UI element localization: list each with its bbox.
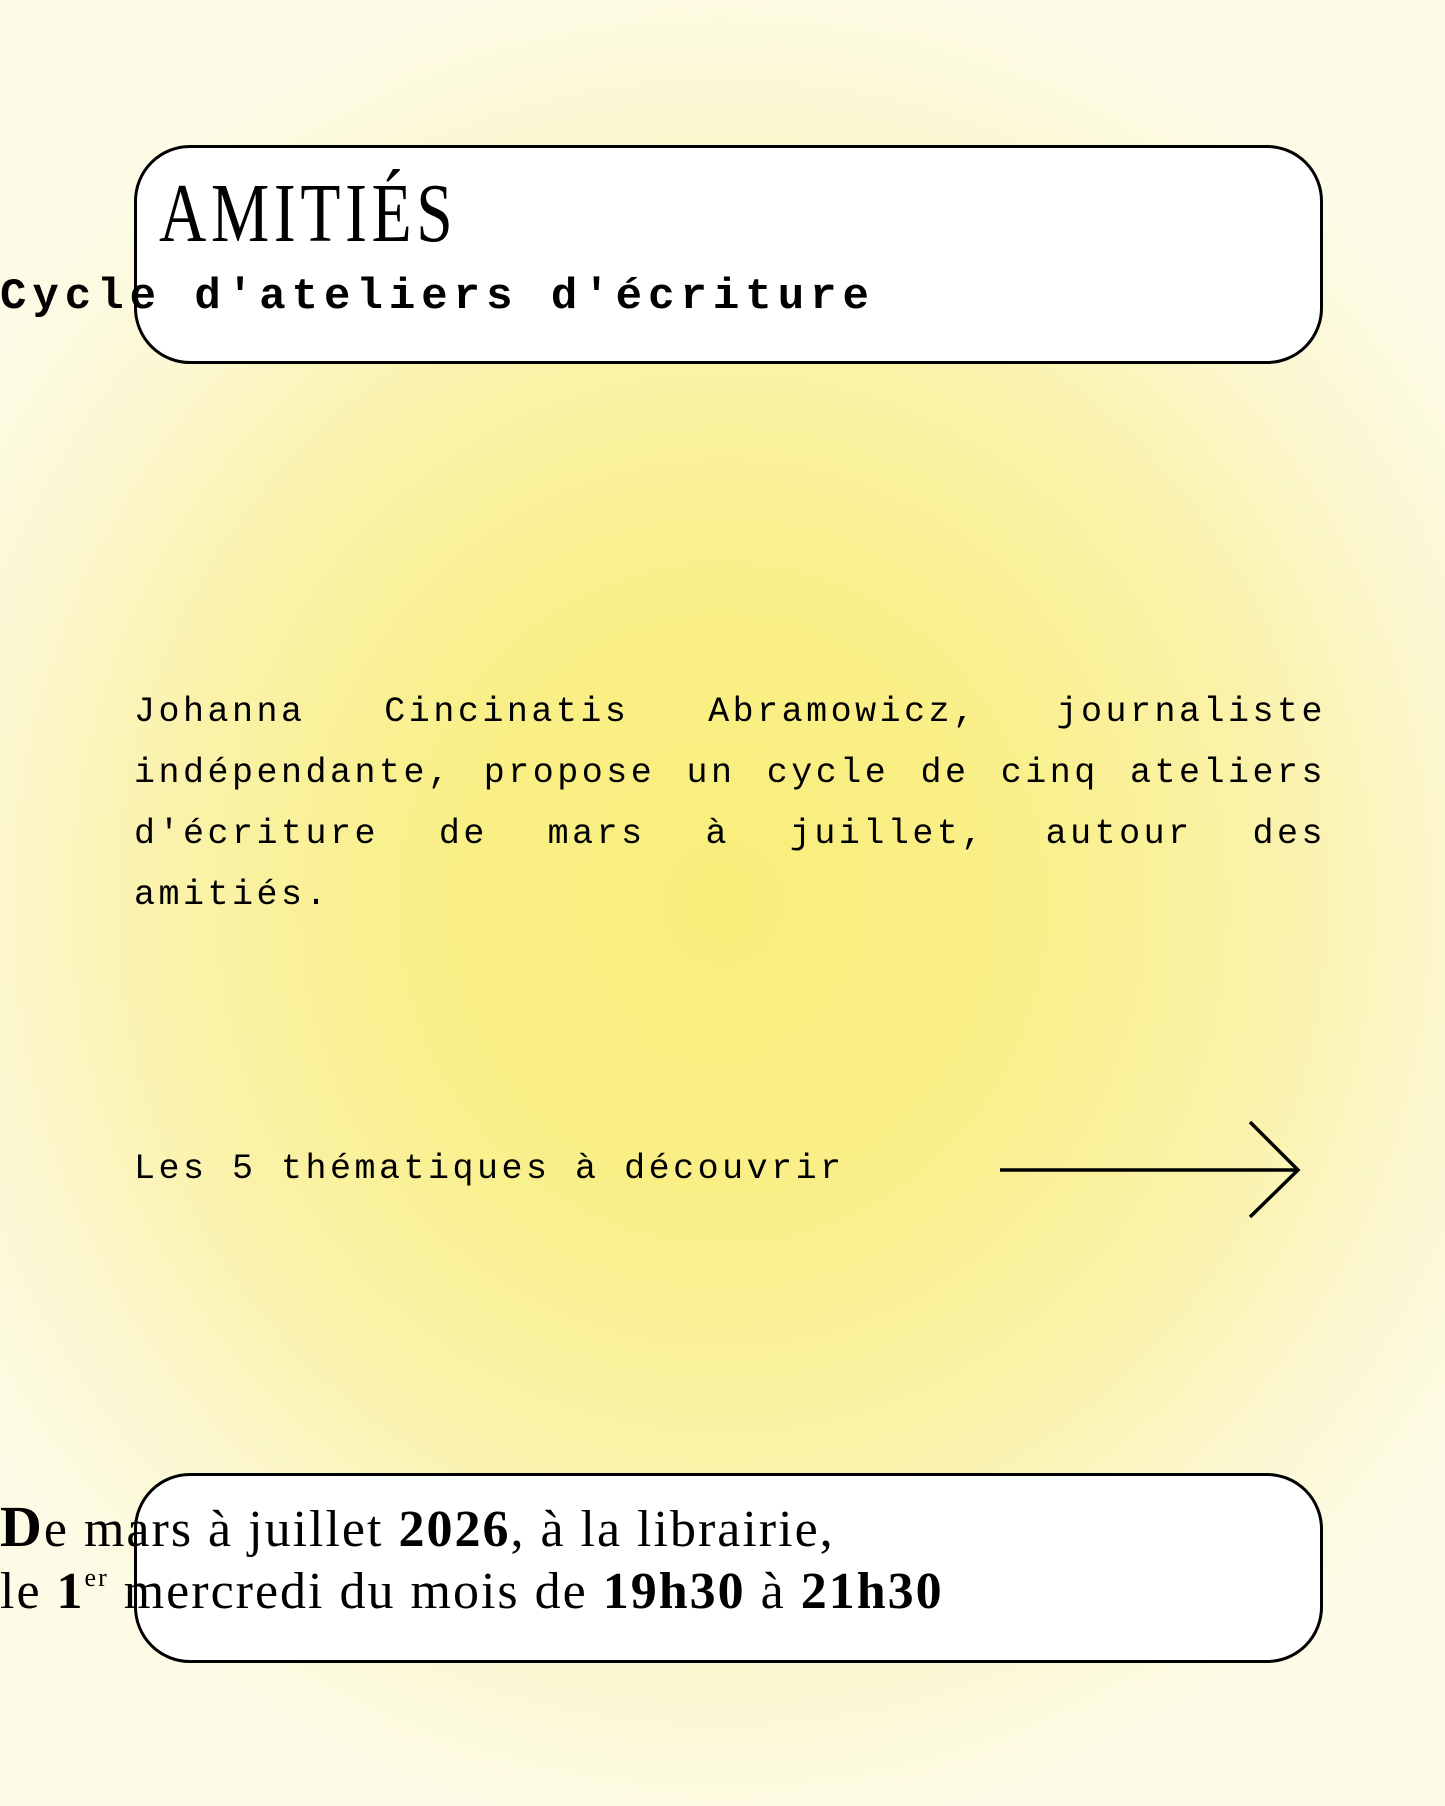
schedule-text: à: [745, 1563, 801, 1620]
drop-letter: D: [0, 1494, 44, 1559]
ordinal-suffix: er: [84, 1563, 109, 1592]
schedule-year: 2026: [398, 1501, 511, 1558]
start-time: 19h30: [602, 1563, 746, 1620]
schedule-text: le: [0, 1563, 57, 1620]
schedule-text: , à la librairie,: [510, 1501, 835, 1558]
arrow-right-icon[interactable]: [990, 1115, 1310, 1225]
schedule-line-2: [0, 1562, 1445, 1622]
schedule-line-1: [0, 1494, 1445, 1560]
schedule-text: e mars à juillet: [43, 1501, 399, 1558]
discover-label: Les 5 thématiques à découvrir: [134, 1149, 845, 1189]
page-title: AMITIÉS: [158, 167, 458, 260]
schedule-text: mercredi du mois de: [108, 1563, 603, 1620]
end-time: 21h30: [800, 1563, 944, 1620]
schedule-ordinal: 1: [56, 1563, 85, 1620]
page-subtitle: Cycle d'ateliers d'écriture: [0, 272, 875, 322]
description-paragraph: Johanna Cincinatis Abramowicz, journaliste indépendante, propose un cycle de cinq ateliers d'écriture de mars à juillet, autour des amitiés.: [134, 692, 1326, 915]
